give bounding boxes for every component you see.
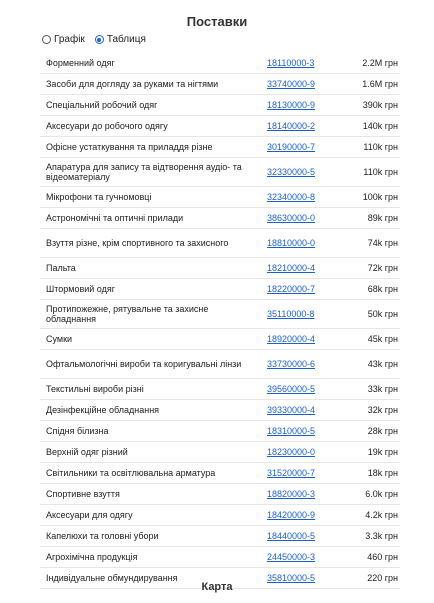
row-value: 140k грн	[362, 121, 398, 131]
table-row	[40, 505, 400, 526]
row-name: Форменний одяг	[46, 58, 115, 68]
table-row	[40, 329, 400, 350]
row-value: 18k грн	[367, 468, 398, 478]
row-name: Капелюхи та головні убори	[46, 531, 159, 541]
row-value: 43k грн	[367, 359, 398, 369]
supplies-table	[40, 53, 400, 589]
row-value: 45k грн	[367, 334, 398, 344]
row-value: 68k грн	[367, 284, 398, 294]
row-name: Мікрофони та гучномовці	[46, 192, 152, 202]
row-name: Дезінфекційне обладнання	[46, 405, 160, 415]
row-name: Індивідуальне обмундирування	[46, 573, 178, 583]
row-code-link[interactable]: 35810000-5	[267, 573, 316, 583]
row-code-link[interactable]: 18110000-3	[267, 58, 315, 68]
table-row	[40, 158, 400, 187]
row-code-link[interactable]: 39560000-5	[267, 384, 316, 394]
table-row	[40, 279, 400, 300]
row-code-link[interactable]: 18820000-3	[267, 489, 316, 499]
view-option-table-label: Таблиця	[106, 34, 146, 45]
row-value: 74k грн	[367, 238, 398, 248]
row-name: Світильники та освітлювальна арматура	[46, 468, 216, 478]
row-code-link[interactable]: 18140000-2	[267, 121, 316, 131]
row-value: 6.0k грн	[365, 489, 398, 499]
row-name: Аксесуари до робочого одягу	[46, 121, 168, 131]
table-row	[40, 187, 400, 208]
row-name: Верхній одяг різний	[46, 447, 128, 457]
row-code-link[interactable]: 18310000-5	[267, 426, 316, 436]
table-row	[40, 300, 400, 329]
table-row	[40, 379, 400, 400]
table-row	[40, 95, 400, 116]
table-row	[40, 484, 400, 505]
radio-table[interactable]	[95, 35, 104, 44]
row-value: 32k грн	[367, 405, 398, 415]
table-row	[40, 547, 400, 568]
row-code-link[interactable]: 18230000-0	[267, 447, 316, 457]
row-code-link[interactable]: 18420000-9	[267, 510, 316, 520]
table-row	[40, 53, 400, 74]
row-value: 4.2k грн	[365, 510, 398, 520]
row-code-link[interactable]: 31520000-7	[267, 468, 316, 478]
row-name: Спеціальний робочий одяг	[46, 100, 158, 110]
row-value: 28k грн	[367, 426, 398, 436]
row-name: Спортивне взуття	[46, 489, 120, 499]
row-code-link[interactable]: 18210000-4	[267, 263, 316, 273]
row-name: Офісне устаткування та приладдя різне	[46, 142, 213, 152]
row-value: 110k грн	[363, 167, 398, 177]
row-code-link[interactable]: 33730000-6	[267, 359, 316, 369]
row-code-link[interactable]: 24450000-3	[267, 552, 316, 562]
row-value: 110k грн	[363, 142, 398, 152]
row-value: 33k грн	[367, 384, 398, 394]
table-row	[40, 74, 400, 95]
row-name: Спідня білизна	[46, 426, 109, 436]
row-name: Штормовий одяг	[46, 284, 116, 294]
row-code-link[interactable]: 32330000-5	[267, 167, 316, 177]
row-name: Аксесуари для одягу	[46, 510, 133, 520]
table-row	[40, 258, 400, 279]
table-row	[40, 400, 400, 421]
row-code-link[interactable]: 30190000-7	[267, 142, 316, 152]
view-option-chart[interactable]	[42, 34, 85, 45]
view-toggle	[42, 34, 156, 45]
view-option-table[interactable]	[95, 34, 146, 45]
row-code-link[interactable]: 18220000-7	[267, 284, 316, 294]
row-name: Сумки	[46, 334, 73, 344]
table-row	[40, 208, 400, 229]
page-title: Поставки	[186, 14, 248, 29]
row-value: 220 грн	[367, 573, 398, 583]
row-code-link[interactable]: 18440000-5	[267, 531, 316, 541]
table-row	[40, 421, 400, 442]
row-code-link[interactable]: 33740000-9	[267, 79, 316, 89]
row-name: Офтальмологічні вироби та коригувальні лінзи	[46, 359, 242, 369]
row-value: 50k грн	[367, 309, 398, 319]
row-value: 2.2M грн	[362, 58, 398, 68]
table-row	[40, 229, 400, 258]
table-row	[40, 350, 400, 379]
view-option-chart-label: Графік	[54, 34, 85, 45]
row-name: Апаратура для запису та відтворення аудіо- та відеоматеріалу	[46, 162, 242, 182]
row-value: 72k грн	[367, 263, 398, 273]
row-name: Засоби для догляду за руками та нігтями	[46, 79, 219, 89]
row-value: 390k грн	[362, 100, 398, 110]
row-name: Пальта	[46, 263, 76, 273]
row-name: Астрономічні та оптичні прилади	[46, 213, 184, 223]
table-row	[40, 463, 400, 484]
row-code-link[interactable]: 39330000-4	[267, 405, 316, 415]
row-code-link[interactable]: 35110000-8	[267, 309, 315, 319]
row-code-link[interactable]: 38630000-0	[267, 213, 316, 223]
row-value: 460 грн	[367, 552, 398, 562]
table-row	[40, 137, 400, 158]
map-heading: Карта	[201, 581, 233, 593]
row-name: Протипожежне, рятувальне та захисне обладнання	[46, 304, 209, 324]
table-row	[40, 116, 400, 137]
row-code-link[interactable]: 18130000-9	[267, 100, 316, 110]
row-code-link[interactable]: 18920000-4	[267, 334, 316, 344]
row-code-link[interactable]: 32340000-8	[267, 192, 316, 202]
row-value: 89k грн	[367, 213, 398, 223]
table-row	[40, 526, 400, 547]
row-name: Агрохімічна продукція	[46, 552, 138, 562]
table-row	[40, 442, 400, 463]
row-name: Взуття різне, крім спортивного та захисного	[46, 238, 229, 248]
row-value: 1.6M грн	[362, 79, 398, 89]
row-name: Текстильні вироби різні	[46, 384, 144, 394]
row-value: 100k грн	[362, 192, 398, 202]
row-code-link[interactable]: 18810000-0	[267, 238, 316, 248]
row-value: 19k грн	[367, 447, 398, 457]
radio-chart[interactable]	[42, 35, 51, 44]
row-value: 3.3k грн	[365, 531, 398, 541]
